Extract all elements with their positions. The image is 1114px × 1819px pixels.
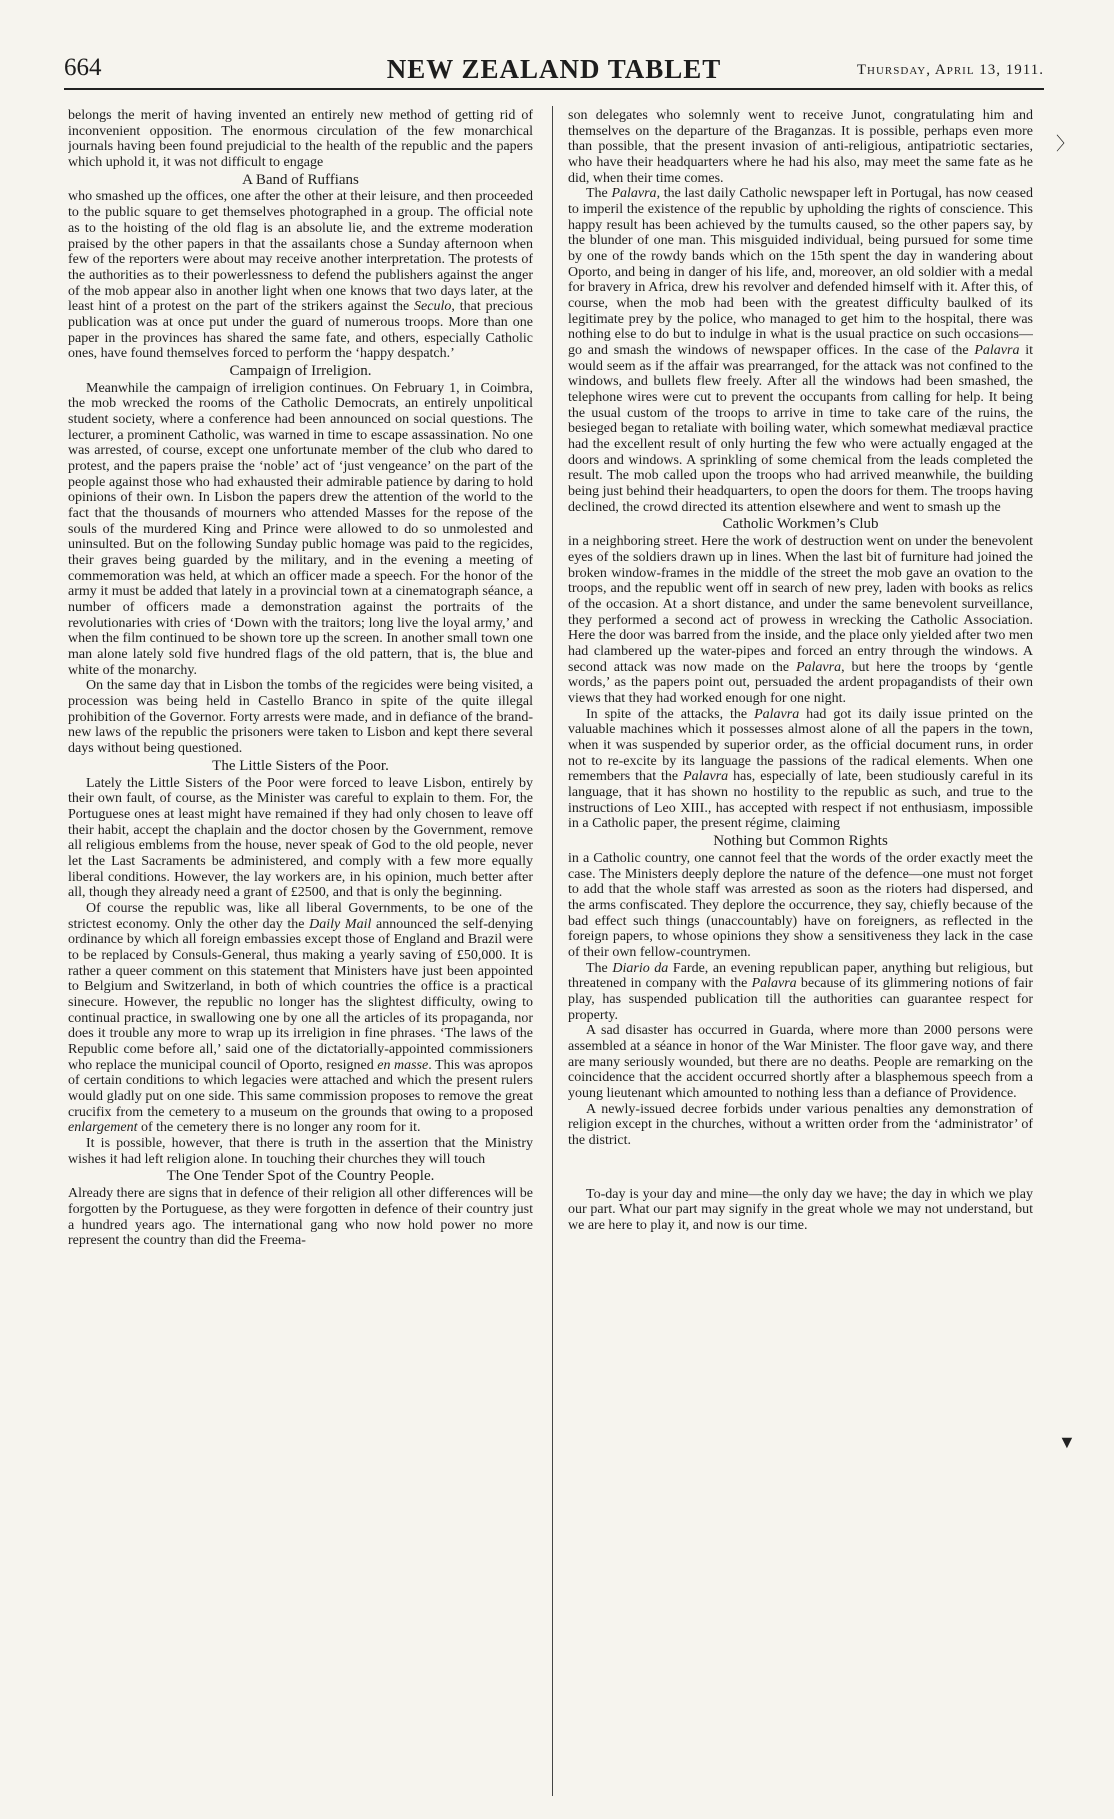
closing-quote: To-day is your day and mine—the only day we have; the day in which we play our part. What our part may signify in the great whole we may not understand, but we are here to play it, and now is our time. <box>568 1186 1033 1233</box>
paragraph: Meanwhile the campaign of irreligion continues. On February 1, in Coimbra, the mob wrecked the rooms of the Catholic Democrats, an entirely unpolitical student society, where a conference had been announced on social questions. The lecturer, a prominent Catholic, was warned in time to escape assassination. No one was arrested, of course, except one unfortunate member of the club who dared to protest, and the papers praise the ‘noble’ act of ‘just vengeance’ on the part of the people against those who had exhausted their admirable patience by daring to hold opinions of their own. In Lisbon the papers drew the attention of the world to the fact that the thousands of mourners who attended Masses for the repose of the souls of the murdered King and Prince were allowed to do so unmolested and uninsulted. But on the following Sunday public homage was paid to the regicides, their graves being guarded by the military, and in the evening a meeting of commemoration was held, at which an officer made a speech. For the honor of the army it must be added that lately in a provincial town at a cinematograph séance, a number of officers made a demonstration against the portraits of the revolutionaries with cries of ‘Down with the traitors; long live the loyal army,’ and when the film continued to be shown tore up the screen. In another small town one man alone lately sold five hundred flags of the old pattern, that is, the blue and white of the monarchy. <box>68 380 533 678</box>
left-column <box>68 108 533 1798</box>
paragraph: The Diario da Farde, an evening republican paper, anything but religious, but threatened in company with the Palavra because of its glimmering notions of fair play, has suspended publication till the authorities can guarantee respect for property. <box>568 960 1033 1023</box>
section-heading: Campaign of Irreligion. <box>229 362 372 379</box>
paragraph: Lately the Little Sisters of the Poor were forced to leave Lisbon, entirely by their own fault, of course, as the Minister was careful to explain to them. For, the Portuguese ones at least might have remained if they had only chosen to leave off their habit, accept the chaplain and the doctor chosen by the Government, remove all religious emblems from the house, never speak of God to the old people, never let the Last Sacraments be administered, and comply with a few more equally liberal conditions. However, the lay workers are, in his opinion, much better after all, though they already need a grant of £2500, and that is only the beginning. <box>68 775 533 901</box>
paragraph: On the same day that in Lisbon the tombs of the regicides were being visited, a procession was being held in Castello Branco in spite of the quite illegal prohibition of the Governor. Forty arrests were made, and in defiance of the brand-new laws of the republic the prisoners were taken to Lisbon and kept there several days without being questioned. <box>68 678 533 757</box>
paragraph: Already there are signs that in defence of their religion all other differences will be forgotten by the Portuguese, as they were forgotten in defence of their country just a hundred years ago. The international gang who now hold power no more represent the country than did the Freema- <box>68 1186 533 1249</box>
paragraph: in a neighboring street. Here the work of destruction went on under the benevolent eyes of the soldiers drawn up in lines. When the last bit of furniture had joined the broken window-frames in the middle of the street the mob gave an ovation to the troops, and the republic went off in search of new prey, laden with books as relics of the occasion. At a short distance, and under the same benevolent surveillance, they performed a second act of prowess in wrecking the Catholic Association. Here the door was barred from the inside, and the place only yielded after two men had clambered up the water-pipes and forced an entry through the windows. A second attack was now made on the Palavra, but here the troops by ‘gentle words,’ as the papers point out, persuaded the ardent propagandists of their own views that they had worked enough for one night. <box>568 534 1033 706</box>
issue-date: Thursday, April 13, 1911. <box>856 62 1044 78</box>
paragraph: Of course the republic was, like all liberal Governments, to be one of the strictest economy. Only the other day the Daily Mail announced the self-denying ordinance by which all foreign embassies except those of England and Brazil were to be replaced by Consuls-General, thus making a yearly saving of £50,000. It is rather a queer comment on this statement that Ministers have just been appointed to Belgium and Switzerland, in both of which countries the office is a practical sinecure. However, the republic no longer has the slightest difficulty, owing to continual practice, in swallowing one by one all the articles of its propaganda, nor does it trouble any more to wrap up its irreligion in fine phrases. ‘The laws of the Republic come before all,’ said one of the dictatorially-appointed commissioners who replace the municipal council of Oporto, resigned en masse. This was apropos of certain conditions to which legacies were attached and which the present rulers would gladly put on one side. This same commission proposes to remove the great crucifix from the cemetery to a museum on the grounds that owing to a proposed enlargement of the cemetery there is no longer any room for it. <box>68 900 533 1136</box>
paragraph: The Palavra, the last daily Catholic newspaper left in Portugal, has now ceased to imperil the existence of the republic by upholding the rights of conscience. This happy result has been achieved by the tumults caused, so the other papers say, by the blunder of one man. This misguided individual, being pursued for some time by one of the rowdy bands which on the 15th spent the day in wandering about Oporto, and being in danger of his life, and, moreover, an old soldier with a medal for bravery in Africa, drew his revolver and defended himself with it. After this, of course, when the mob had been with the greatest difficulty baulked of its legitimate prey by the police, who managed to get him to the hospital, there was nothing else to do but to indulge in what is the usual practice on such occasions—go and smash the windows of newspaper offices. In the case of the Palavra it would seem as if the affair was prearranged, for the attack was not confined to the windows, and bullets flew freely. After all the windows had been smashed, the telephone wires were cut to prevent the occupants from calling for help. It being the usual custom of the troops to arrive in time to take care of the ruins, the besieged began to retaliate with boiling water, which somewhat mediæval practice had the excellent result of only hurting the few who were actually engaged at the doors and windows. A sprinkling of some chemical from the leads completed the result. The mob called upon the troops who had arrived meanwhile, the building being just behind their headquarters, to open the doors for them. The troops having declined, the crowd directed its attention elsewhere and went to smash up the <box>568 186 1033 515</box>
margin-arrow-icon: ▼ <box>1058 1432 1076 1452</box>
paragraph: In spite of the attacks, the Palavra had got its daily issue printed on the valuable machines which it possesses almost alone of all the papers in the town, when it was suspended by superior order, as the official document runs, in order not to re-excite by its language the passions of the radical elements. When one remembers that the Palavra has, especially of late, been studiously careful in its language, that it has shown no hostility to the republic as such, and true to the instructions of Leo XIII., has accepted with respect if not enthusiasm, impossible in a Catholic paper, the present régime, claiming <box>568 706 1033 832</box>
page-header <box>64 54 1044 90</box>
section-heading: The One Tender Spot of the Country People. <box>166 1168 435 1185</box>
page-number: 664 <box>64 54 102 81</box>
column-divider <box>552 106 553 1796</box>
margin-bracket-icon: 〉 <box>1056 134 1074 154</box>
spacer <box>568 1149 1033 1187</box>
paragraph: A sad disaster has occurred in Guarda, where more than 2000 persons were assembled at a séance in honor of the War Minister. The floor gave way, and there are many seriously wounded, but there are no deaths. People are remarking on the coincidence that the accident occurred shortly after a blasphemous speech from a young lieutenant which amounted to nothing less than a defiance of Providence. <box>568 1023 1033 1101</box>
paragraph: who smashed up the offices, one after the other at their leisure, and then proceeded to the public square to get themselves photographed in a group. The official note as to the hoisting of the old flag is an absolute lie, and the extreme moderation praised by the other papers in that the assailants chose a Sunday afternoon when few of the reporters were about may receive another interpretation. The protests of the authorities as to their powerlessness to defend the publishers against the anger of the mob appear also in another light when one knows that two days later, at the least hint of a protest on the part of the strikers against the Seculo, that precious publication was at once put under the guard of numerous troops. More than one paper in the provinces has shared the same fate, and others, especially Catholic ones, have found themselves forced to perform the ‘happy despatch.’ <box>68 189 533 362</box>
paragraph: belongs the merit of having invented an entirely new method of getting rid of inconvenient opposition. The enormous circulation of the few monarchical journals having been found prejudicial to the health of the republic and the papers which uphold it, it was not difficult to engage <box>68 108 533 171</box>
paragraph: son delegates who solemnly went to receive Junot, congratulating him and themselves on the departure of the Braganzas. It is possible, perhaps even more than possible, that the present invasion of anti-religious, antipatriotic sectaries, who have their headquarters where he had his also, may meet the same fate as he did, when their time comes. <box>568 108 1033 186</box>
paragraph: It is possible, however, that there is truth in the assertion that the Ministry wishes it had left religion alone. In touching their churches they will touch <box>68 1136 533 1167</box>
section-heading: A Band of Ruffians <box>242 171 359 188</box>
section-heading: The Little Sisters of the Poor. <box>212 757 389 774</box>
paragraph: in a Catholic country, one cannot feel that the words of the order exactly meet the case. The Ministers deeply deplore the nature of the defence—one must not forget to add that the whole staff was arrested as soon as the rioters had dispersed, and the arms confiscated. They deplore the occurrence, they say, chiefly because of the bad effect such things (unaccountably) have on foreigners, as reflected in the foreign papers, to whose opinions they show a sensitiveness they lack in the case of their own fellow-countrymen. <box>568 850 1033 960</box>
paragraph: A newly-issued decree forbids under various penalties any demonstration of religion except in the churches, without a written order from the ‘administrator’ of the district. <box>568 1101 1033 1148</box>
section-heading: Nothing but Common Rights <box>713 833 888 850</box>
section-heading: Catholic Workmen’s Club <box>722 516 879 533</box>
masthead-title: NEW ZEALAND TABLET <box>386 54 722 84</box>
right-column <box>568 108 1033 1798</box>
